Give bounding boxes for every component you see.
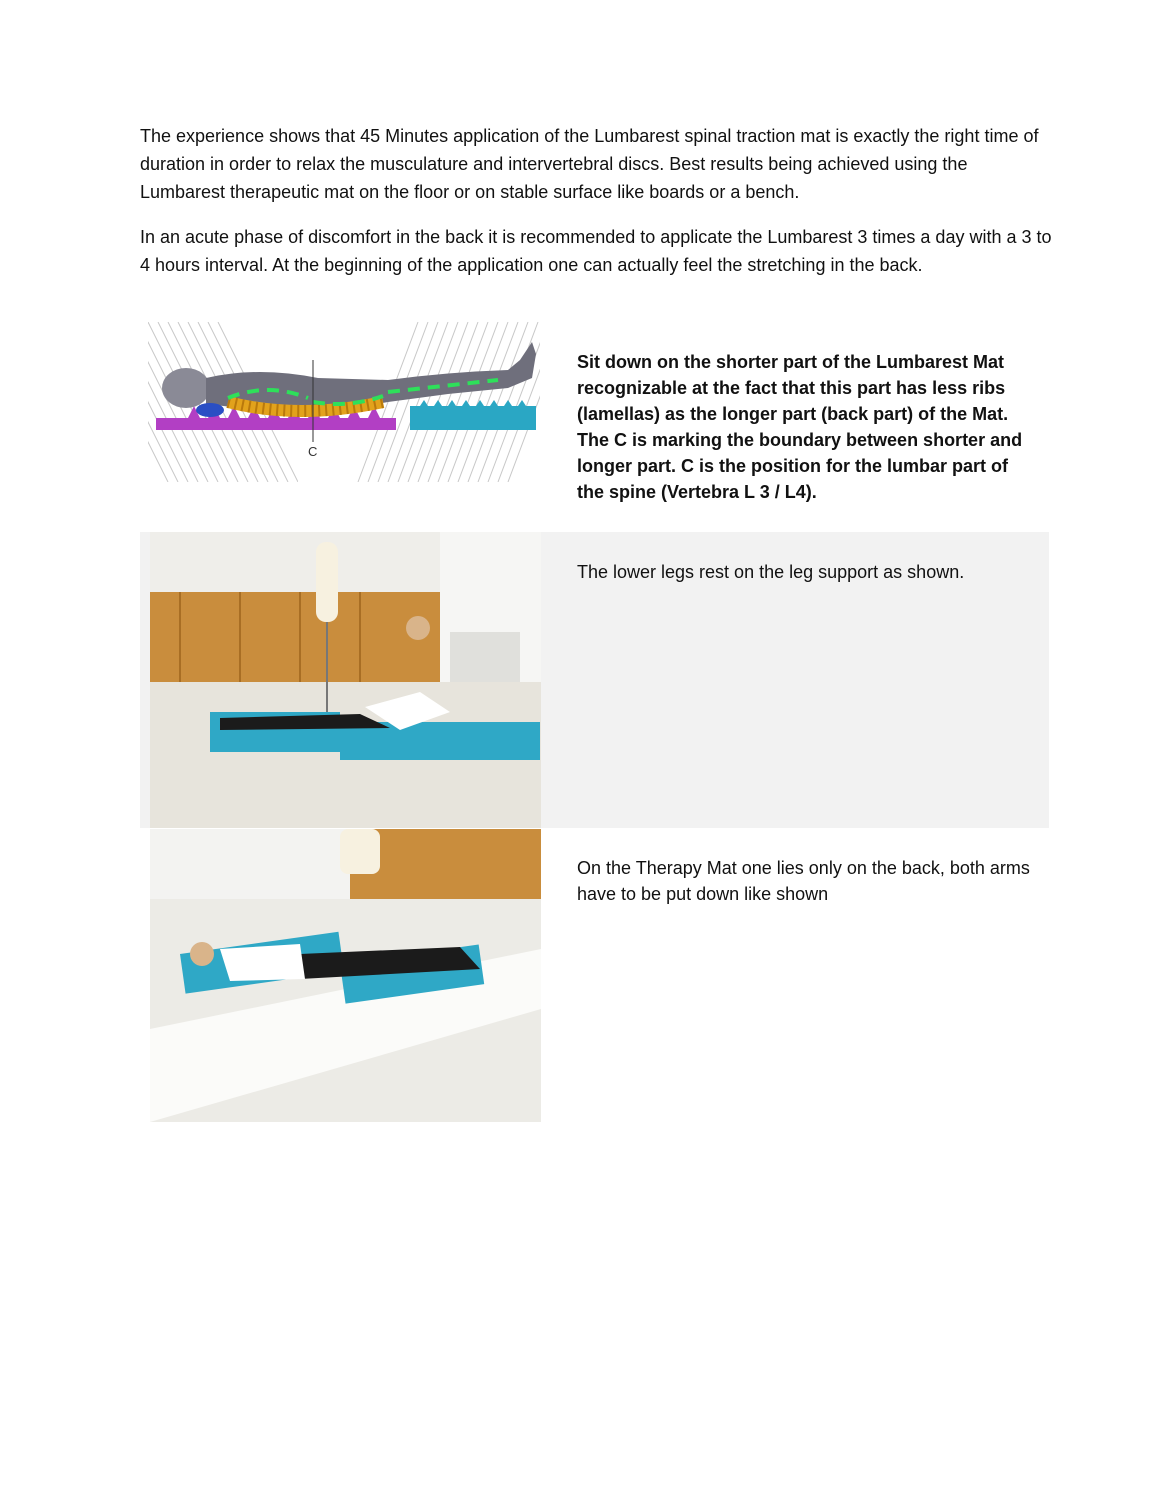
spine-traction-diagram	[148, 322, 540, 482]
photo-lying-on-mat	[150, 829, 541, 1122]
sit-down-instruction: Sit down on the shorter part of the Lumbarest Mat recognizable at the fact that this part has less ribs (lamellas) as the longer part (back part) of the Mat. The C is marking the boundary between shorter and longer part. C is the position for the lumbar part of the spine (Vertebra L 3 / L4).	[577, 352, 1023, 502]
photo-sitting-on-mat	[150, 532, 541, 828]
lying-instruction: On the Therapy Mat one lies only on the back, both arms have to be put down like shown	[577, 858, 1030, 904]
acute-phase-paragraph: In an acute phase of discomfort in the back it is recommended to applicate the Lumbarest 3 times a day with a 3 to 4 hours interval. At the beginning of the application one can actually feel the stretching in the back.	[140, 227, 1052, 275]
intro-paragraph: The experience shows that 45 Minutes application of the Lumbarest spinal traction mat is exactly the right time of duration in order to relax the musculature and intervertebral discs. Best results being achieved using the Lumbarest therapeutic mat on the floor or on stable surface like boards or a bench.	[140, 126, 1039, 202]
leg-support-instruction: The lower legs rest on the leg support as shown.	[577, 562, 965, 582]
boundary-label-c: C	[308, 444, 318, 459]
